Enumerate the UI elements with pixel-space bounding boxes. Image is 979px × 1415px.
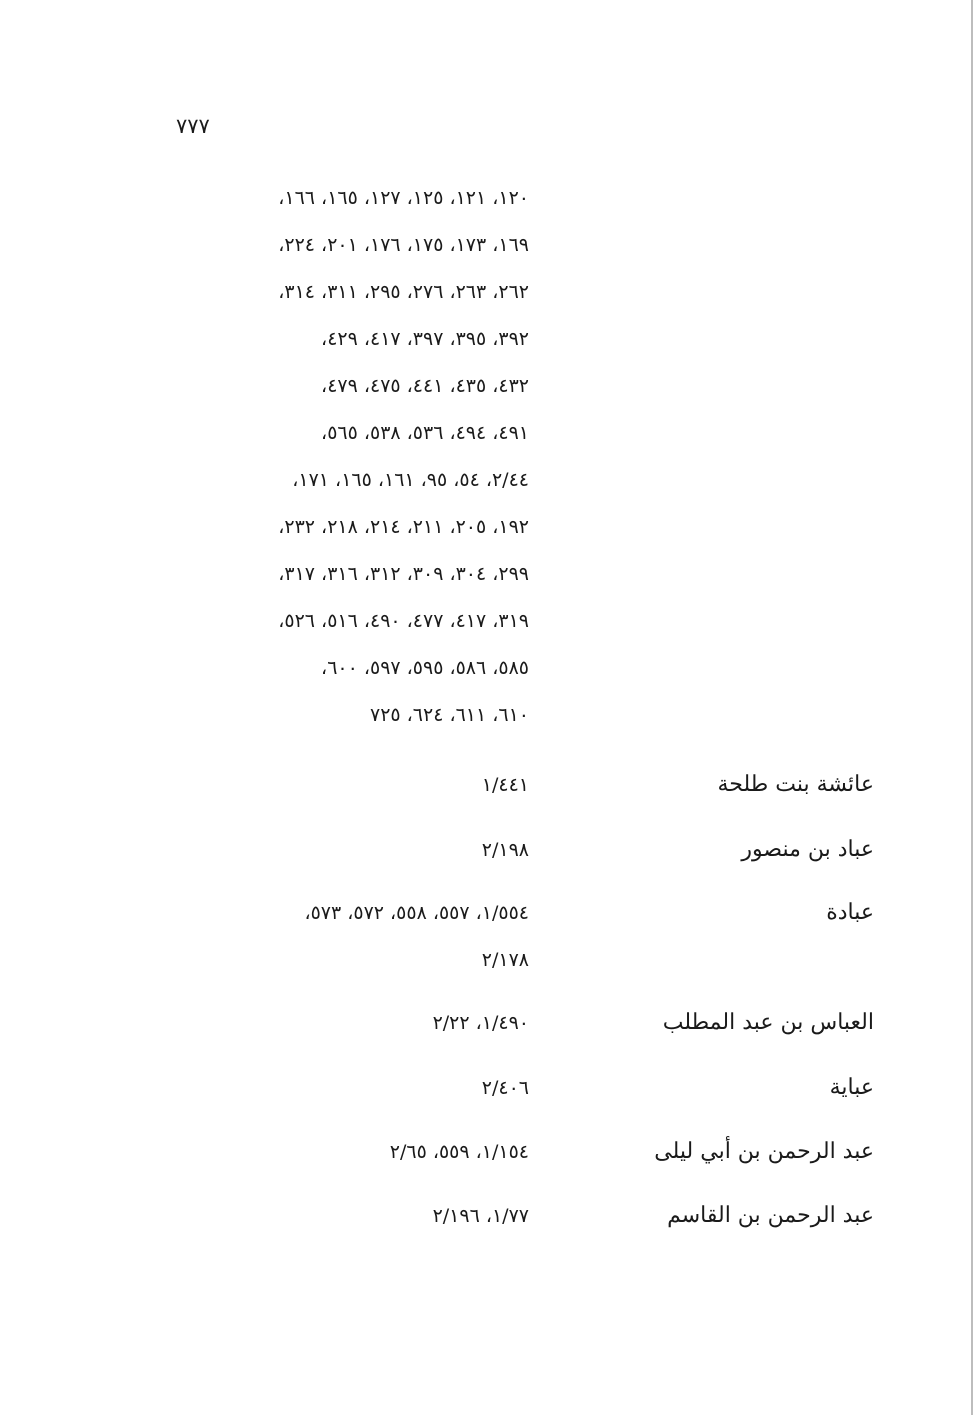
- entry-name: عبادة: [826, 900, 874, 925]
- entry-name: العباس بن عبد المطلب: [662, 1010, 874, 1035]
- entry-name: عبد الرحمن بن أبي ليلى: [654, 1139, 874, 1164]
- entry-name: عباية: [829, 1075, 874, 1100]
- entry-reference-line: ١/٤٩٠، ٢/٢٢: [432, 1012, 529, 1034]
- entry-reference-line: ٢/١٧٨: [481, 949, 529, 971]
- entry-reference-line: ١/٧٧، ٢/١٩٦: [432, 1205, 529, 1227]
- continuation-references: [129, 183, 529, 747]
- reference-line: ٣٩٢، ٣٩٥، ٣٩٧، ٤١٧، ٤٢٩،: [321, 328, 529, 350]
- entry-reference-line: ١/٥٥٤، ٥٥٧، ٥٥٨، ٥٧٢، ٥٧٣،: [304, 902, 529, 924]
- entry-reference-line: ١/٤٤١: [481, 774, 529, 796]
- entry-reference-line: ١/١٥٤، ٥٥٩، ٢/٦٥: [389, 1141, 529, 1163]
- reference-line: ١٦٩، ١٧٣، ١٧٥، ١٧٦، ٢٠١، ٢٢٤،: [278, 234, 529, 256]
- entry-references: [433, 1008, 529, 1055]
- reference-line: ٥٨٥، ٥٨٦، ٥٩٥، ٥٩٧، ٦٠٠،: [321, 657, 529, 679]
- reference-line: ١٩٢، ٢٠٥، ٢١١، ٢١٤، ٢١٨، ٢٣٢،: [278, 516, 529, 538]
- reference-line: ٦١٠، ٦١١، ٦٢٤، ٧٢٥: [369, 704, 529, 726]
- entry-name: عائشة بنت طلحة: [717, 772, 874, 797]
- entry-references: [304, 898, 529, 992]
- reference-line: ١٢٠، ١٢١، ١٢٥، ١٢٧، ١٦٥، ١٦٦،: [278, 187, 529, 209]
- reference-line: ٤٣٢، ٤٣٥، ٤٤١، ٤٧٥، ٤٧٩،: [321, 375, 529, 397]
- entry-references: [482, 1073, 529, 1120]
- reference-line: ٢٩٩، ٣٠٤، ٣٠٩، ٣١٢، ٣١٦، ٣١٧،: [278, 563, 529, 585]
- reference-line: ٣١٩، ٤١٧، ٤٧٧، ٤٩٠، ٥١٦، ٥٢٦،: [278, 610, 529, 632]
- reference-line: ٤٩١، ٤٩٤، ٥٣٦، ٥٣٨، ٥٦٥،: [321, 422, 529, 444]
- entry-name: عبد الرحمن بن القاسم: [667, 1203, 874, 1228]
- page-edge-line: [971, 0, 973, 1415]
- reference-line: ٢٦٢، ٢٦٣، ٢٧٦، ٢٩٥، ٣١١، ٣١٤،: [278, 281, 529, 303]
- entry-references: [390, 1137, 529, 1184]
- entry-references: [433, 1201, 529, 1248]
- entry-reference-line: ٢/٤٠٦: [481, 1077, 529, 1099]
- entry-references: [482, 770, 529, 817]
- entry-name: عباد بن منصور: [741, 837, 874, 862]
- entry-reference-line: ٢/١٩٨: [481, 839, 529, 861]
- entry-references: [482, 835, 529, 882]
- reference-line: ٢/٤٤، ٥٤، ٩٥، ١٦١، ١٦٥، ١٧١،: [292, 469, 529, 491]
- page-number: ٧٧٧: [176, 114, 210, 138]
